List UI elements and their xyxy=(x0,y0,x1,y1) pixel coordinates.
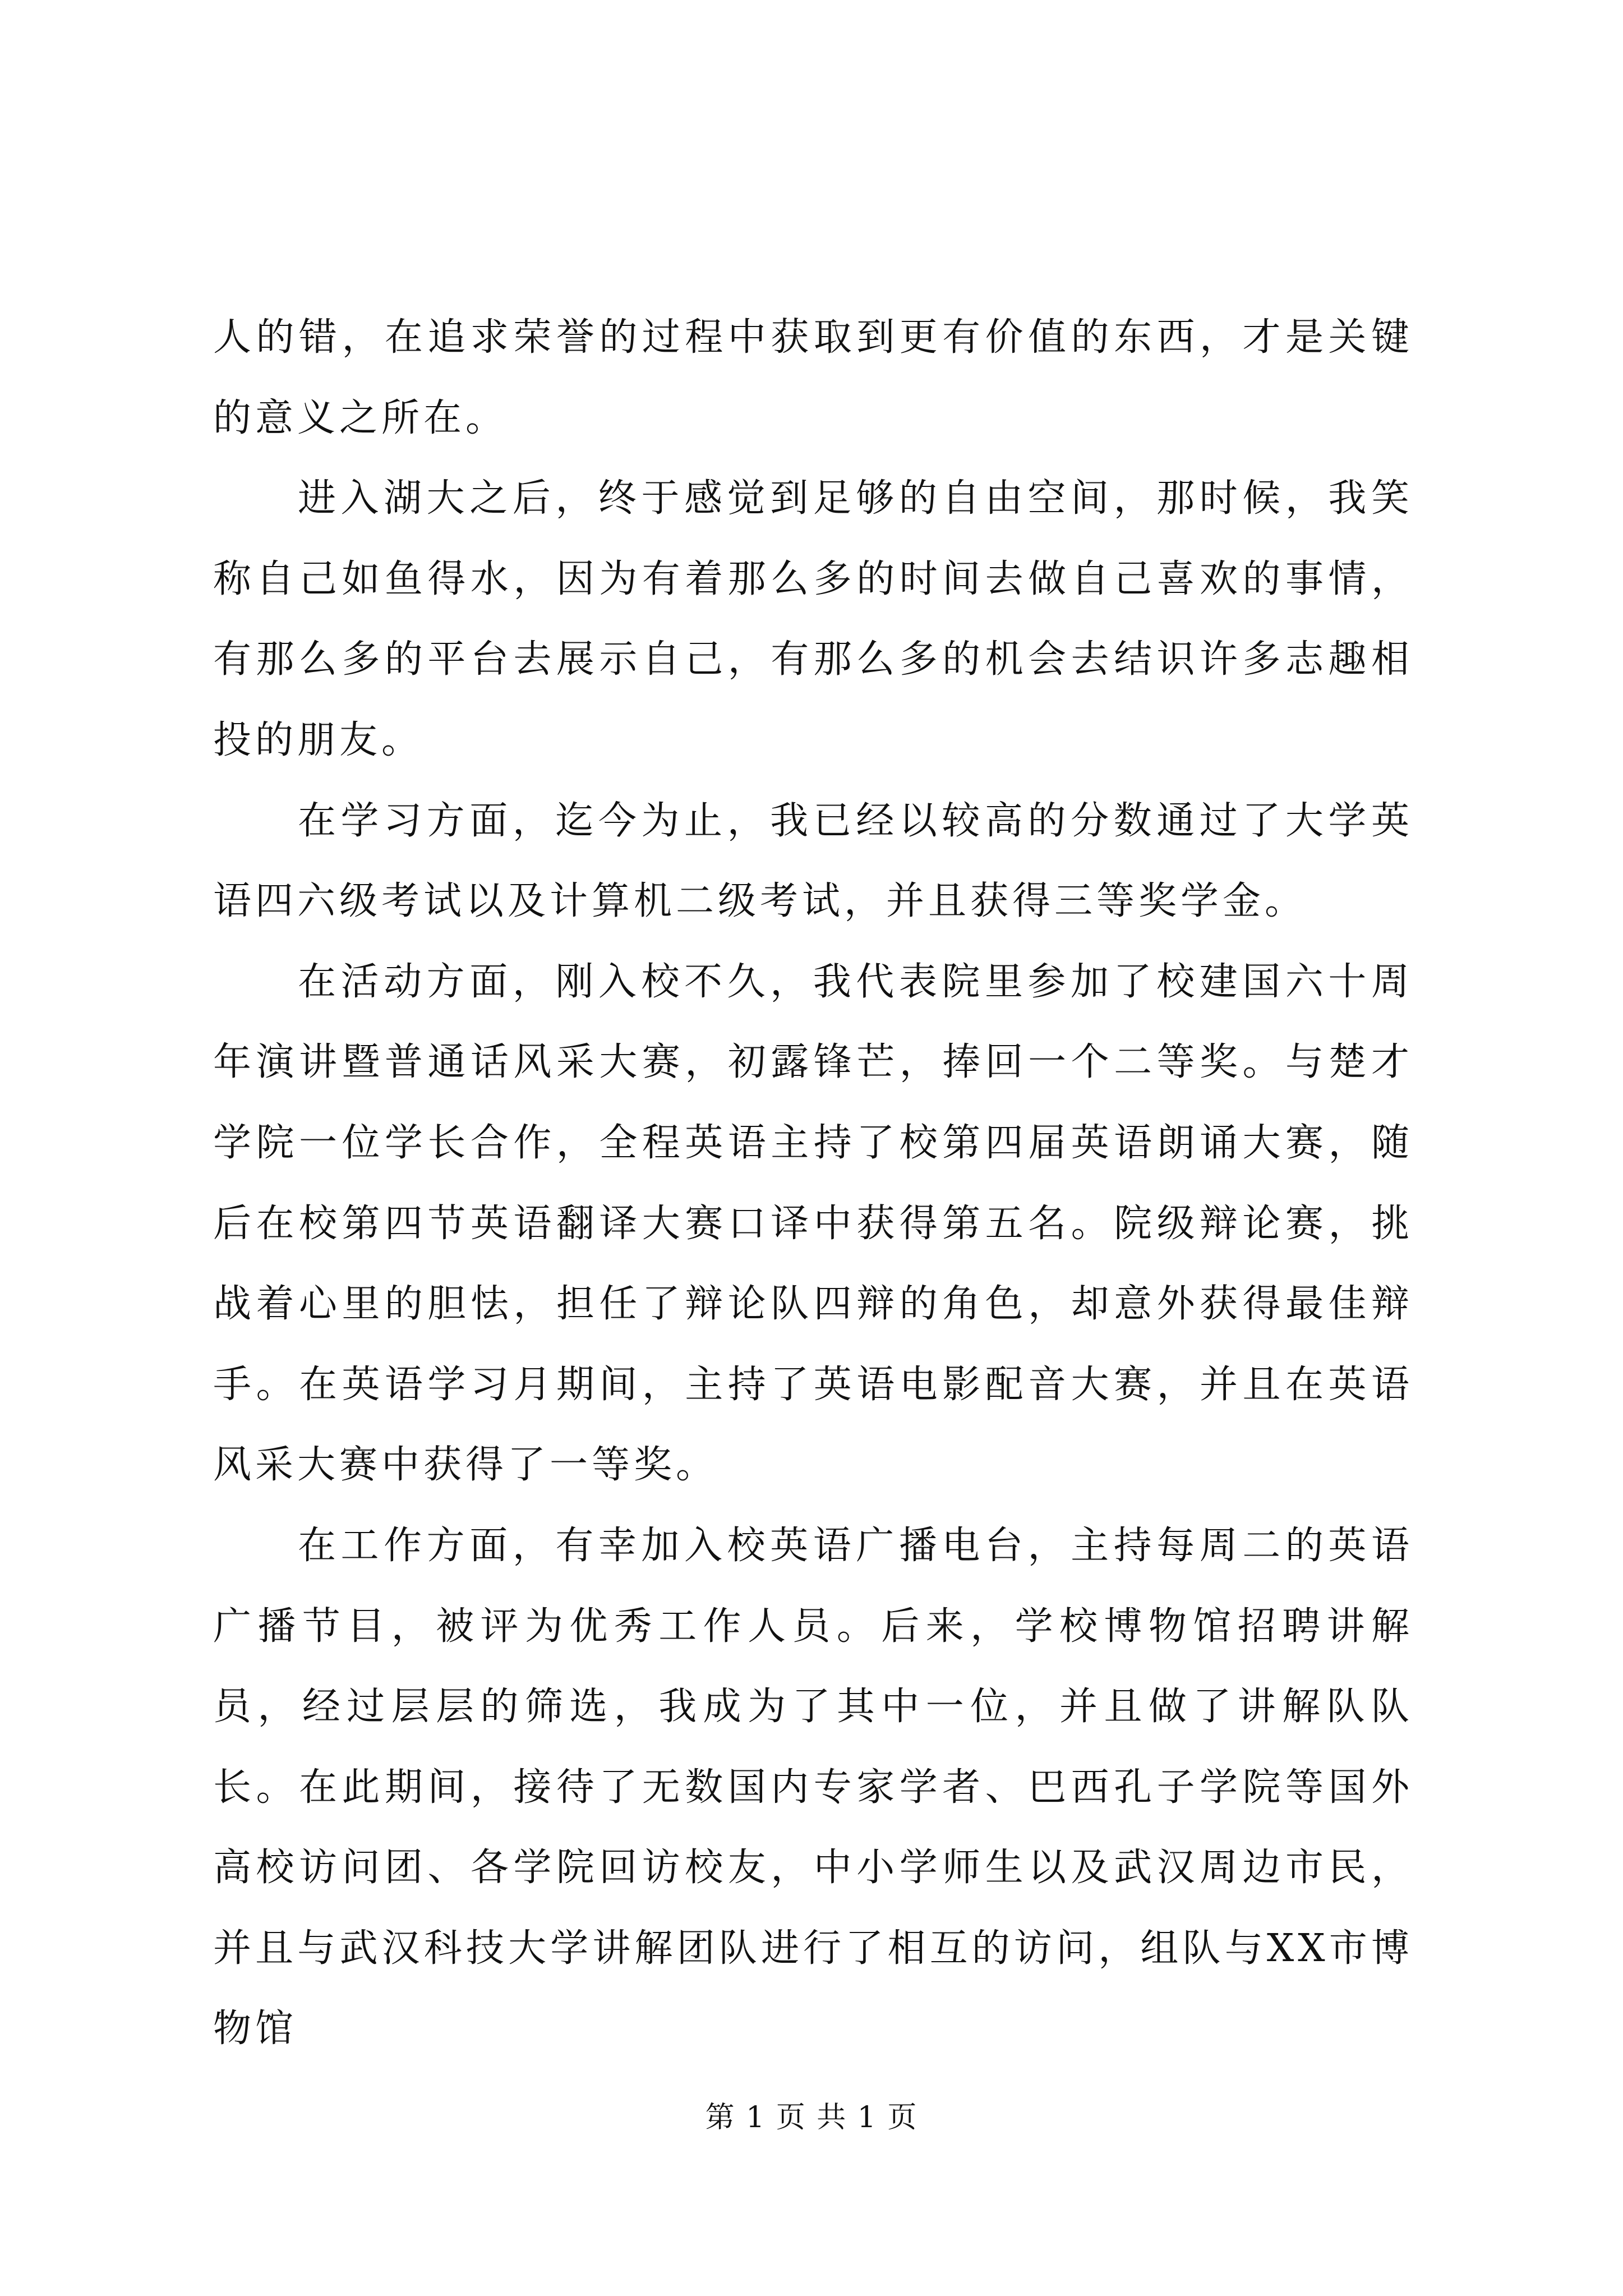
paragraph: 在活动方面，刚入校不久，我代表院里参加了校建国六十周年演讲暨普通话风采大赛，初露锋芒，捧回一个二等奖。与楚才学院一位学长合作，全程英语主持了校第四届英语朗诵大赛，随后在校第四节英语翻译大赛口译中获得第五名。院级辩论赛，挑战着心里的胆怯，担任了辩论队四辩的角色，却意外获得最佳辩手。在英语学习月期间，主持了英语电影配音大赛，并且在英语风采大赛中获得了一等奖。 xyxy=(213,959,1413,1488)
paragraph: 在学习方面，迄今为止，我已经以较高的分数通过了大学英语四六级考试以及计算机二级考试，并且获得三等奖学金。 xyxy=(213,798,1413,924)
paragraph: 在工作方面，有幸加入校英语广播电台，主持每周二的英语广播节目，被评为优秀工作人员。后来，学校博物馆招聘讲解员，经过层层的筛选，我成为了其中一位，并且做了讲解队队长。在此期间，接待了无数国内专家学者、巴西孔子学院等国外高校访问团、各学院回访校友，中小学师生以及武汉周边市民，并且与武汉科技大学讲解团队进行了相互的访问，组队与XX市博物馆 xyxy=(213,1523,1413,2051)
paragraph: 人的错，在追求荣誉的过程中获取到更有价值的东西，才是关键的意义之所在。 xyxy=(213,315,1413,440)
document-body xyxy=(213,297,1413,2069)
page-footer: 第 1 页 共 1 页 xyxy=(705,2101,918,2134)
paragraph: 进入湖大之后，终于感觉到足够的自由空间，那时候，我笑称自己如鱼得水，因为有着那么多的时间去做自己喜欢的事情，有那么多的平台去展示自己，有那么多的机会去结识许多志趣相投的朋友。 xyxy=(213,476,1413,762)
